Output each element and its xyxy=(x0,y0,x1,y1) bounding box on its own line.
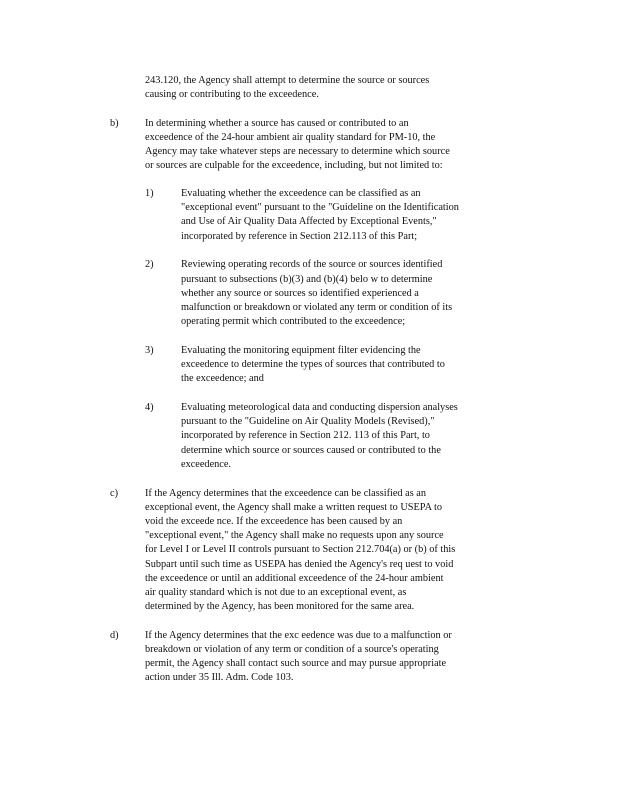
text-line: If the Agency determines that the exceedence can be classified as an xyxy=(145,488,427,499)
text-line: Evaluating whether the exceedence can be classified as an xyxy=(181,188,421,199)
text-line: In determining whether a source has caused or contributed to an xyxy=(145,118,409,129)
text-line: whether any source or sources so identified experienced a xyxy=(181,288,419,299)
text-line: incorporated by reference in Section 212.113 of this Part; xyxy=(181,231,418,242)
text-line: the exceedence; and xyxy=(181,373,264,384)
text-line: 243.120, the Agency shall attempt to determine the source or sources xyxy=(145,75,430,86)
text-line: malfunction or breakdown or violated any term or condition of its xyxy=(181,302,453,313)
text-line: air quality standard which is not due to an exceptional event, as xyxy=(145,587,407,598)
text-line: exceedence to determine the types of sources that contributed to xyxy=(181,359,445,370)
text-line: the exceedence or until an additional exceedence of the 24-hour ambient xyxy=(145,573,444,584)
subitem-label: 2) xyxy=(145,259,154,270)
text-line: Subpart until such time as USEPA has denied the Agency's req uest to void xyxy=(145,559,454,570)
text-line: Agency may take whatever steps are necessary to determine which source xyxy=(145,146,450,157)
text-line: breakdown or violation of any term or condition of a source's operating xyxy=(145,644,439,655)
text-line: Evaluating the monitoring equipment filter evidencing the xyxy=(181,345,421,356)
text-line: action under 35 Ill. Adm. Code 103. xyxy=(145,672,294,683)
subitem-label: 4) xyxy=(145,402,154,413)
text-line: exceedence. xyxy=(181,459,232,470)
text-line: determined by the Agency, has been monitored for the same area. xyxy=(145,601,415,612)
text-line: or sources are culpable for the exceedence, including, but not limited to: xyxy=(145,160,443,171)
text-line: exceptional event, the Agency shall make a written request to USEPA to xyxy=(145,502,443,513)
text-line: If the Agency determines that the exc eedence was due to a malfunction or xyxy=(145,630,452,641)
text-line: "exceptional event," the Agency shall make no requests upon any source xyxy=(145,530,444,541)
text-line: "exceptional event" pursuant to the "Guideline on the Identification xyxy=(181,202,459,213)
text-line: causing or contributing to the exceedence. xyxy=(145,89,319,100)
text-line: Evaluating meteorological data and conducting dispersion analyses xyxy=(181,402,458,413)
text-line: operating permit which contributed to the exceedence; xyxy=(181,316,406,327)
section-label: b) xyxy=(110,118,119,129)
text-line: for Level I or Level II controls pursuant to Section 212.704(a) or (b) of this xyxy=(145,544,456,555)
section-label: c) xyxy=(110,488,118,499)
text-line: and Use of Air Quality Data Affected by Exceptional Events," xyxy=(181,216,437,227)
text-line: pursuant to the "Guideline on Air Quality Models (Revised)," xyxy=(181,416,435,427)
text-line: determine which source or sources caused or contributed to the xyxy=(181,445,441,456)
text-line: exceedence of the 24-hour ambient air quality standard for PM-10, the xyxy=(145,132,436,143)
subitem-label: 1) xyxy=(145,188,154,199)
text-line: pursuant to subsections (b)(3) and (b)(4) belo w to determine xyxy=(181,274,433,285)
text-line: incorporated by reference in Section 212. 113 of this Part, to xyxy=(181,430,430,441)
text-line: Reviewing operating records of the source or sources identified xyxy=(181,259,443,270)
section-label: d) xyxy=(110,630,119,641)
subitem-label: 3) xyxy=(145,345,154,356)
text-line: void the exceede nce. If the exceedence has been caused by an xyxy=(145,516,403,527)
text-line: permit, the Agency shall contact such source and may pursue appropriate xyxy=(145,658,447,669)
